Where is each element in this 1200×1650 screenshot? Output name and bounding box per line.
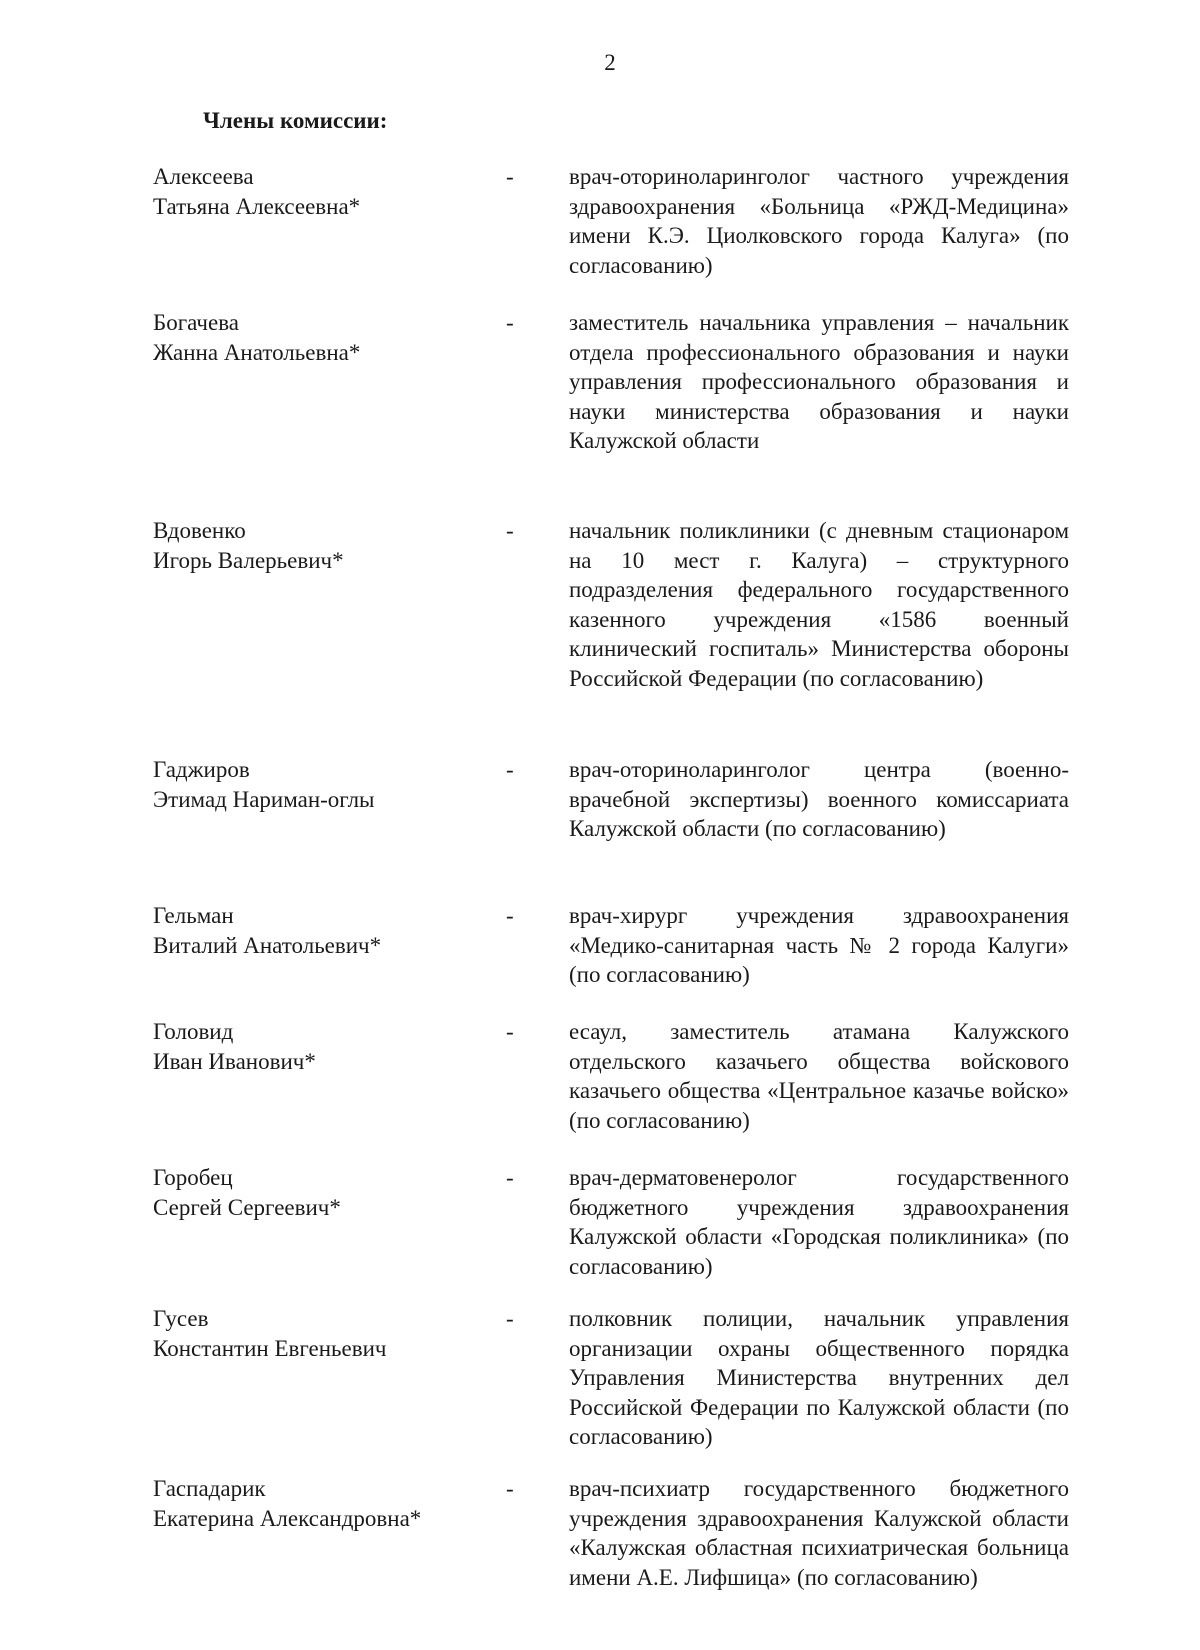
page-number: 2	[604, 50, 616, 75]
member-surname: Гаспадарик	[153, 1476, 266, 1501]
member-position: начальник поликлиники (с дневным стационаром на 10 мест г. Калуга) – структурного подразделения федерального государственного казенного учреждения «1586 военный клинический госпиталь» Министерства обороны Российской Федерации (по согласованию)	[569, 518, 1069, 691]
separator-dash: -	[506, 1165, 514, 1190]
member-given-names: Константин Евгеньевич	[153, 1335, 387, 1361]
member-position: врач-оториноларинголог частного учреждения здравоохранения «Больница «РЖД-Медицина» имени К.Э. Циолковского города Калуга» (по согласованию)	[569, 164, 1069, 278]
separator-dash: -	[506, 757, 514, 782]
separator-dash: -	[506, 1306, 514, 1331]
member-surname: Головид	[153, 1019, 234, 1044]
member-name	[153, 1304, 483, 1363]
member-surname: Гусев	[153, 1306, 209, 1331]
member-given-names: Игорь Валерьевич*	[153, 547, 344, 573]
member-surname: Горобец	[153, 1165, 233, 1190]
member-position: полковник полиции, начальник управления организации охраны общественного порядка Управления Министерства внутренних дел Российской Федерации по Калужской области (по согласованию)	[569, 1306, 1069, 1449]
separator-dash: -	[506, 164, 514, 189]
member-position: заместитель начальника управления – начальник отдела профессионального образования и науки управления профессионального образования и науки министерства образования и науки Калужской области	[569, 310, 1069, 453]
member-surname: Богачева	[153, 310, 239, 335]
member-surname: Алексеева	[153, 164, 254, 189]
member-name	[153, 516, 483, 575]
member-name	[153, 755, 483, 814]
member-name	[153, 1474, 483, 1533]
member-name	[153, 308, 483, 367]
member-position: есаул, заместитель атамана Калужского отдельского казачьего общества войскового казачьего общества «Центральное казачье войско» (по согласованию)	[569, 1019, 1069, 1133]
member-surname: Гаджиров	[153, 757, 250, 782]
member-given-names: Татьяна Алексеевна*	[153, 193, 361, 219]
member-position: врач-дерматовенеролог государственного бюджетного учреждения здравоохранения Калужской области «Городская поликлиника» (по согласованию)	[569, 1165, 1069, 1279]
member-given-names: Екатерина Александровна*	[153, 1505, 422, 1531]
member-given-names: Иван Иванович*	[153, 1048, 316, 1074]
member-name	[153, 901, 483, 960]
member-position: врач-оториноларинголог центра (военно-врачебной экспертизы) военного комиссариата Калужской области (по согласованию)	[569, 757, 1069, 841]
member-given-names: Этимад Нариман-оглы	[153, 786, 375, 812]
separator-dash: -	[506, 903, 514, 928]
member-surname: Вдовенко	[153, 518, 246, 543]
member-position: врач-хирург учреждения здравоохранения «Медико-санитарная часть № 2 города Калуги» (по согласованию)	[569, 903, 1069, 987]
member-given-names: Жанна Анатольевна*	[153, 339, 361, 365]
member-name	[153, 1163, 483, 1222]
member-given-names: Виталий Анатольевич*	[153, 932, 382, 958]
member-given-names: Сергей Сергеевич*	[153, 1194, 341, 1220]
member-surname: Гельман	[153, 903, 234, 928]
member-position: врач-психиатр государственного бюджетного учреждения здравоохранения Калужской области «Калужская областная психиатрическая больница имени А.Е. Лифшица» (по согласованию)	[569, 1476, 1069, 1590]
section-title: Члены комиссии:	[203, 108, 388, 133]
separator-dash: -	[506, 310, 514, 335]
separator-dash: -	[506, 1476, 514, 1501]
separator-dash: -	[506, 518, 514, 543]
separator-dash: -	[506, 1019, 514, 1044]
member-name	[153, 1017, 483, 1076]
member-name	[153, 162, 483, 221]
